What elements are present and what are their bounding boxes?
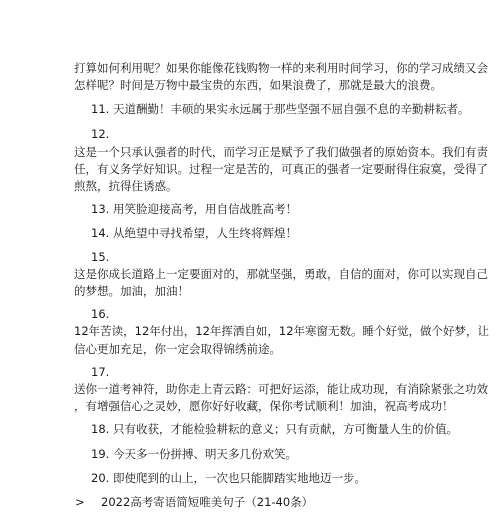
item-12-line-1: 这是一个只承认强者的时代，而学习正是赋予了我们做强者的原始资本。我们有责	[74, 145, 488, 159]
item-14: 14. 从绝望中寻找希望，人生终将辉煌！	[91, 226, 297, 240]
item-16-number: 16.	[91, 307, 110, 321]
item-17-number: 17.	[91, 365, 110, 379]
item-12-line-2: 任，有义务学好知识。过程一定是苦的，可真正的强者一定要耐得住寂寞，受得了	[74, 162, 488, 176]
item-11: 11. 天道酬勤！丰硕的果实永远属于那些坚强不屈自强不息的辛勤耕耘者。	[91, 102, 470, 116]
item-16-line-2: 信心更加充足，你一定会取得锦绣前途。	[74, 342, 281, 356]
item-15-number: 15.	[91, 250, 110, 264]
item-12-line-3: 煎熬，抗得住诱惑。	[74, 179, 178, 193]
item-17-line-1: 送你一道考神符，助你走上青云路：可把好运添，能让成功现，有消除紧张之功效	[74, 382, 488, 396]
next-arrow-icon: >	[75, 495, 85, 509]
item-15-line-1: 这是你成长道路上一定要面对的，那就坚强，勇敢，自信的面对，你可以实现自己	[74, 267, 488, 281]
item-15-line-2: 的梦想。加油，加油！	[74, 284, 189, 298]
item-16-line-1: 12年苦读，12年付出，12年挥洒自如，12年寒窗无数。睡个好觉，做个好梦，让	[74, 324, 490, 338]
item-12-number: 12.	[91, 127, 110, 141]
next-article-link[interactable]: 2022高考寄语简短唯美句子（21-40条）	[101, 495, 314, 509]
intro-line-2: 怎样呢？时间是万物中最宝贵的东西，如果浪费了，那就是最大的浪费。	[74, 78, 442, 92]
item-20: 20. 即使爬到的山上，一次也只能脚踏实地地迈一步。	[91, 471, 366, 485]
item-19: 19. 今天多一份拼搏、明天多几份欢笑。	[91, 447, 297, 461]
intro-line-1: 打算如何利用呢？如果你能像花钱购物一样的来利用时间学习，你的学习成绩又会	[74, 61, 488, 75]
item-17-line-2: ，有增强信心之灵妙，愿你好好收藏，保你考试顺利！加油，祝高考成功！	[74, 399, 454, 413]
item-18: 18. 只有收获，才能检验耕耘的意义；只有贡献，方可衡量人生的价值。	[91, 422, 458, 436]
item-13: 13. 用笑脸迎接高考，用自信战胜高考！	[91, 202, 297, 216]
